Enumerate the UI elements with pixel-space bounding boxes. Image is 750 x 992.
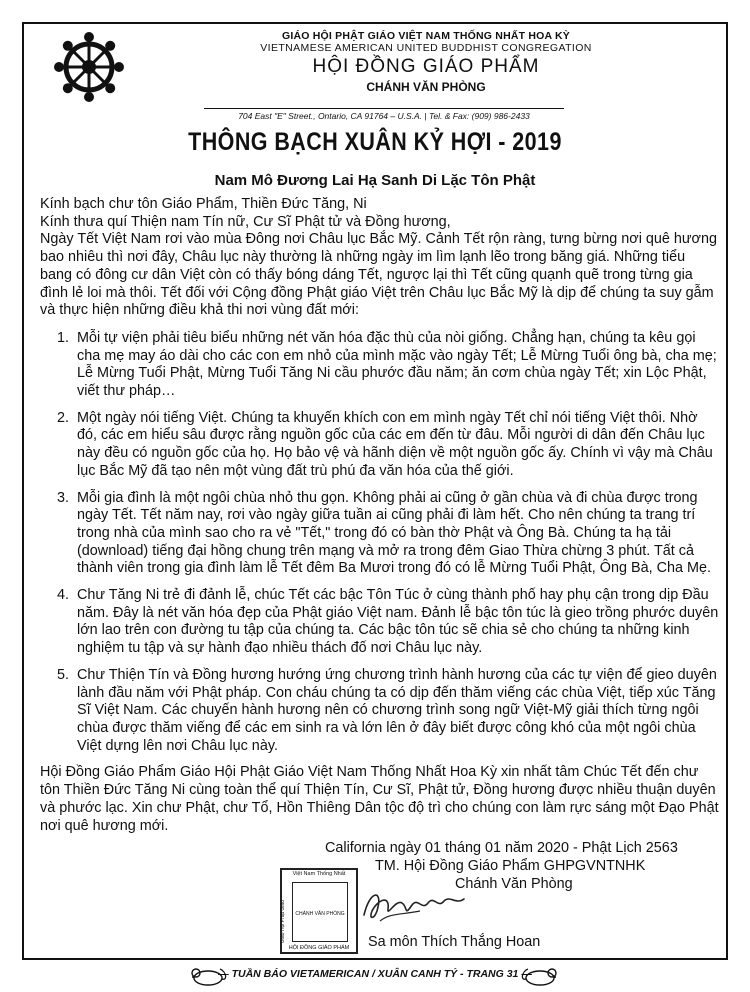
list-item: [40, 587, 720, 658]
letter-body: [40, 196, 720, 835]
salutation-line: Kính bạch chư tôn Giáo Phẩm, Thiền Đức Tăng, Ni: [40, 196, 367, 212]
seal-text-side: Giáo Hội Phật Giáo: [280, 900, 286, 944]
mouse-icon: [520, 965, 566, 987]
list-item-text: Chư Tăng Ni trẻ đi đảnh lễ, chúc Tết các bậc Tôn Túc ở cùng thành phố hay phụ cận trong dịp Đầu năm. Đây là nét văn hóa đẹp của Phật giáo Việt nam. Đảnh lễ bậc tôn túc là gieo trồng phước duyên lớn lao trên con đường tu tập của chúng ta. Các bậc tôn túc sẽ chia sẻ cho chúng ta những kinh nghiệm tu tập và sự hành đạo nhiều thách đố nơi Châu lục này.: [77, 587, 719, 657]
official-seal: [280, 868, 358, 954]
salutation-line: Kính thưa quí Thiện nam Tín nữ, Cư Sĩ Phật tử và Đồng hương,: [40, 213, 451, 230]
intro-paragraph: Ngày Tết Việt Nam rơi vào mùa Đông nơi Châu lục Bắc Mỹ. Cảnh Tết rộn ràng, tưng bừng nơi quê hương bao nhiêu thì nơi đây, Châu lục này thường là những ngày im lìm lạnh lẽo trong băng giá. Những tiểu bang có đông cư dân Việt còn có thấy bóng dáng Tết, ngược lại thì Tết cũng quạnh quẽ trong từng gia đình lẻ loi mà thôi. Tết đối với Cộng đồng Phật giáo Việt trên Châu lục Bắc Mỹ là dịp để chúng ta suy gẫm và thực hiện những điều khả thi nơi vùng đất mới:: [40, 231, 717, 319]
document-subtitle: Nam Mô Đương Lai Hạ Sanh Di Lặc Tôn Phật: [214, 172, 536, 189]
office-name: CHÁNH VĂN PHÒNG: [366, 80, 486, 94]
seal-text-bottom: HỘI ĐỒNG GIÁO PHẨM: [288, 945, 350, 951]
address-line: 704 East "E" Street., Ontario, CA 91764 – U.S.A. | Tel. & Fax: (909) 986-2433: [238, 111, 530, 121]
list-item: [40, 330, 720, 401]
closing-paragraph: Hội Đồng Giáo Phẩm Giáo Hội Phật Giáo Việt Nam Thống Nhất Hoa Kỳ xin nhất tâm Chúc Tết đến chư tôn Thiền Đức Tăng Ni cùng toàn thể quí Thiện Tín, Cư Sĩ, Phật tử, Đồng hương được nhiều thuận duyên và phước lạc. Xin chư Phật, chư Tổ, Hồn Thiêng Dân tộc độ trì cho chúng con làm rực sáng một Đạo Phật nơi quê hương mới.: [40, 764, 719, 834]
list-item-text: Mỗi gia đình là một ngôi chùa nhỏ thu gọn. Không phải ai cũng ở gần chùa và đi chùa được trong ngày Tết. Tết năm nay, rơi vào ngày giữa tuần ai cũng phải đi làm hết. Cho nên chúng ta trang trí trong nhà của mình sao cho ra vẻ "Tết," trong đó có bàn thờ Phật và Ông Bà. Chúng ta hạ tải (download) tiếng đại hồng chung trên mạng và mở ra trong đêm Giao Thừa chừng 3 phút. Tất cả thành viên trong gia đình làm lễ Tết đêm Ba Mươi trong đó có lễ Mừng Tuổi Phật, Ông Bà, Cha Mẹ.: [77, 489, 711, 577]
org-name-english: VIETNAMESE AMERICAN UNITED BUDDHIST CONGREGATION: [260, 42, 592, 54]
numbered-list: [40, 330, 720, 755]
header-divider: [204, 108, 564, 109]
list-item: [40, 410, 720, 481]
document-title: THÔNG BẠCH XUÂN KỶ HỢI - 2019: [188, 128, 562, 156]
signature-date: California ngày 01 tháng 01 năm 2020 - Phật Lịch 2563: [325, 840, 678, 856]
list-item-number: 5.: [57, 666, 70, 683]
council-name: HỘI ĐỒNG GIÁO PHẨM: [312, 56, 540, 77]
org-name-vietnamese: GIÁO HỘI PHẬT GIÁO VIỆT NAM THỐNG NHẤT HOA KỲ: [281, 30, 571, 42]
list-item-text: Một ngày nói tiếng Việt. Chúng ta khuyến khích con em mình ngày Tết chỉ nói tiếng Việt thôi. Nhờ đó, các em hiểu sâu được rằng nguồn gốc của các em đến từ đâu. Mỗi người di dân đến Châu lục này đều có nguồn gốc của họ. Họ bảo vệ và hãnh diện về một nguồn gốc ấy. Chính vì vậy mà Châu lục Bắc Mỹ đã tạo nên một vùng đất trù phú đa văn hóa của thế giới.: [77, 409, 713, 479]
list-item-number: 2.: [57, 409, 70, 426]
signature-role: Chánh Văn Phòng: [455, 876, 573, 892]
list-item-text: Chư Thiện Tín và Đồng hương hướng ứng chương trình hành hương của các tự viện để gieo duyên lành đầu năm với Phật pháp. Con cháu chúng ta có dịp đến thăm viếng các chùa Việt, tiếp xúc Tăng Sĩ Việt Nam. Các chuyến hành hương nên có chương trình song ngữ Việt-Mỹ giải thích từng ngôi chùa được thăm viếng để các em sinh ra và lớn lên ở đây biết được công khó của một ngôi chùa Việt dựng lên nơi Châu lục này.: [77, 666, 717, 754]
seal-inner-box: [292, 882, 348, 942]
footer-text: — TUẦN BÁO VIETAMERICAN / XUÂN CANH TÝ - TRANG 31 —: [218, 968, 532, 980]
list-item-number: 1.: [57, 329, 70, 346]
signature-org: TM. Hội Đồng Giáo Phẩm GHPGVNTNHK: [375, 858, 646, 874]
list-item-number: 3.: [57, 489, 70, 506]
dharma-wheel-icon: [54, 32, 124, 102]
list-item: [40, 490, 720, 579]
seal-text-center: CHÁNH VĂN PHÒNG: [295, 911, 345, 917]
page-footer: [0, 963, 750, 987]
list-item: [40, 667, 720, 756]
signer-name: Sa môn Thích Thắng Hoan: [368, 934, 541, 950]
list-item-number: 4.: [57, 587, 70, 604]
list-item-text: Mỗi tự viện phải tiêu biểu những nét văn hóa đặc thù của nòi giống. Chẳng hạn, chúng ta kêu gọi cha mẹ may áo dài cho các con em nhỏ của mình mặc vào ngày Tết; Lễ Mừng Tuổi ông bà, cha mẹ; Lễ Mừng Tuổi Phật, Mừng Tuổi Tăng Ni cầu phước đầu năm; ăn cơm chùa ngày Tết; xin Lộc Phật, viết thư pháp…: [77, 329, 717, 400]
handwritten-signature: [360, 885, 480, 925]
seal-text-top: Việt Nam Thống Nhất: [292, 871, 346, 877]
